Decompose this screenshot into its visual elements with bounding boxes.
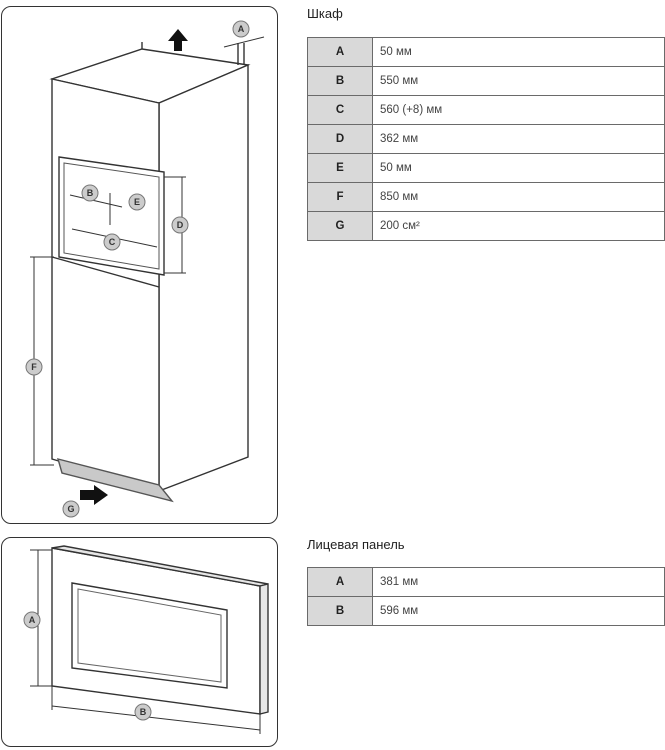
table-row [308, 154, 665, 183]
front-panel-title: Лицевая панель [307, 537, 405, 552]
label-b [82, 185, 98, 201]
dimension-value: 200 см² [373, 212, 665, 241]
dimension-key: E [308, 154, 373, 183]
dimension-key: A [308, 38, 373, 67]
svg-text:A: A [237, 24, 245, 34]
front-panel-diagram-panel [1, 537, 278, 747]
label-f [26, 359, 42, 375]
dimension-value: 362 мм [373, 125, 665, 154]
table-row [308, 212, 665, 241]
cabinet-dimensions-table [307, 37, 665, 241]
label-e [129, 194, 145, 210]
table-row [308, 125, 665, 154]
svg-text:B: B [139, 707, 147, 717]
svg-text:A: A [28, 615, 36, 625]
dimension-key: G [308, 212, 373, 241]
svg-text:E: E [133, 197, 141, 207]
dimension-key: C [308, 96, 373, 125]
svg-text:B: B [86, 188, 94, 198]
label-b [135, 704, 151, 720]
label-d [172, 217, 188, 233]
dimension-value: 550 мм [373, 67, 665, 96]
table-row [308, 96, 665, 125]
label-a [233, 21, 249, 37]
cabinet-title: Шкаф [307, 6, 343, 21]
dimension-key: B [308, 67, 373, 96]
dimension-key: F [308, 183, 373, 212]
svg-text:C: C [108, 237, 116, 247]
dimension-key: B [308, 597, 373, 626]
table-row [308, 38, 665, 67]
front-panel-diagram [2, 538, 277, 746]
label-c [104, 234, 120, 250]
dimension-value: 560 (+8) мм [373, 96, 665, 125]
label-a [24, 612, 40, 628]
dimension-value: 381 мм [373, 568, 665, 597]
svg-text:G: G [67, 504, 75, 514]
vent-up-arrow-icon [168, 29, 188, 51]
svg-text:D: D [176, 220, 184, 230]
table-row [308, 183, 665, 212]
front-panel-dimensions-table [307, 567, 665, 626]
table-row [308, 568, 665, 597]
svg-text:F: F [31, 362, 37, 372]
dimension-value: 50 мм [373, 38, 665, 67]
cabinet-diagram-panel [1, 6, 278, 524]
dimension-value: 596 мм [373, 597, 665, 626]
dimension-key: A [308, 568, 373, 597]
dimension-value: 50 мм [373, 154, 665, 183]
cabinet-diagram [2, 7, 277, 523]
dimension-key: D [308, 125, 373, 154]
air-inlet-arrow-icon [80, 485, 108, 505]
table-row [308, 67, 665, 96]
label-g [63, 501, 79, 517]
table-row [308, 597, 665, 626]
dimension-value: 850 мм [373, 183, 665, 212]
